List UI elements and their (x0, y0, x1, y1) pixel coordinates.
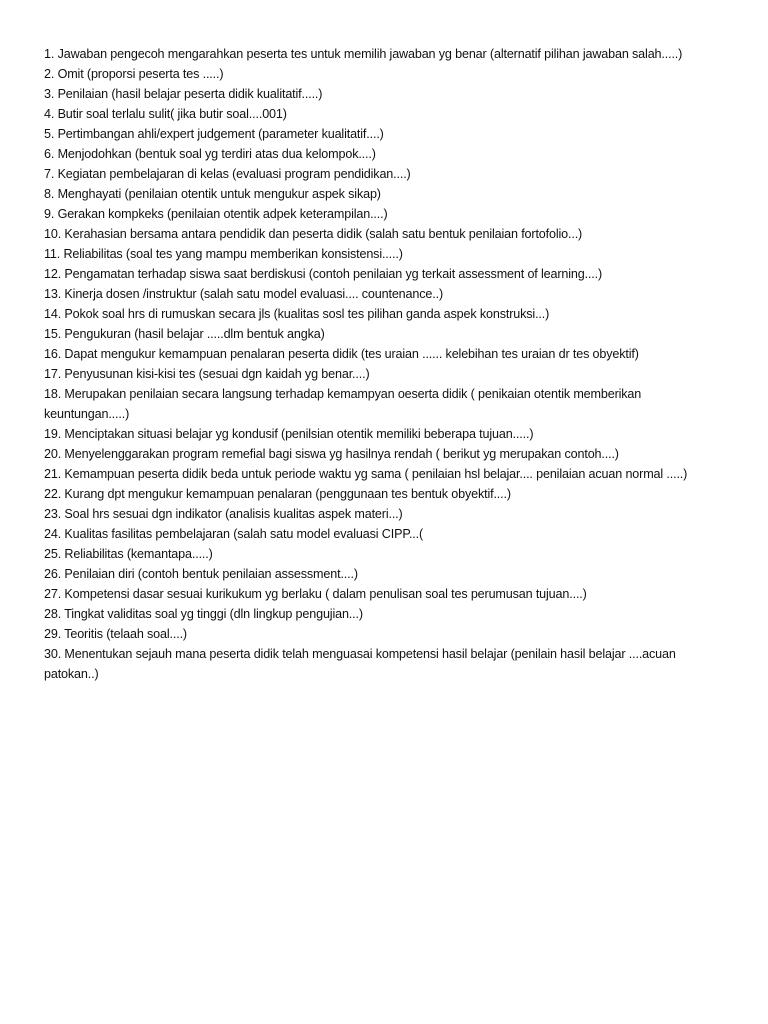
item-text: Penilaian (hasil belajar peserta didik kualitatif.....) (57, 87, 323, 101)
item-text: Menciptakan situasi belajar yg kondusif (penilsian otentik memiliki beberapa tujuan.....) (64, 427, 534, 441)
item-number: 6. (44, 147, 55, 161)
list-item (44, 144, 720, 164)
item-number: 7. (44, 167, 55, 181)
item-number: 21. (44, 467, 62, 481)
list-item (44, 344, 720, 364)
item-number: 11. (44, 247, 61, 261)
list-item (44, 124, 720, 144)
item-number: 13. (44, 287, 62, 301)
item-text: Kinerja dosen /instruktur (salah satu model evaluasi.... countenance..) (64, 287, 443, 301)
item-text: Penyusunan kisi-kisi tes (sesuai dgn kaidah yg benar....) (64, 367, 370, 381)
item-text: Menyelenggarakan program remefial bagi siswa yg hasilnya rendah ( berikut yg merupakan contoh....) (64, 447, 619, 461)
item-number: 15. (44, 327, 62, 341)
list-item (44, 504, 720, 524)
item-text: Pokok soal hrs di rumuskan secara jls (kualitas sosl tes pilihan ganda aspek konstruksi...) (64, 307, 550, 321)
item-text: Kemampuan peserta didik beda untuk periode waktu yg sama ( penilaian hsl belajar.... penilaian acuan normal .....) (64, 467, 688, 481)
item-text: Kegiatan pembelajaran di kelas (evaluasi program pendidikan....) (57, 167, 411, 181)
item-text: Gerakan kompkeks (penilaian otentik adpek keterampilan....) (57, 207, 388, 221)
item-text: Soal hrs sesuai dgn indikator (analisis kualitas aspek materi...) (64, 507, 403, 521)
item-number: 12. (44, 267, 62, 281)
list-item (44, 384, 720, 424)
item-number: 29. (44, 627, 62, 641)
item-number: 20. (44, 447, 62, 461)
item-number: 9. (44, 207, 55, 221)
list-item (44, 104, 720, 124)
item-number: 18. (44, 387, 62, 401)
answer-list (44, 44, 720, 684)
item-text: Menentukan sejauh mana peserta didik telah menguasai kompetensi hasil belajar (penilain hasil belajar ....acuan patokan..) (44, 647, 676, 681)
item-number: 14. (44, 307, 62, 321)
item-number: 30. (44, 647, 62, 661)
item-text: Pengukuran (hasil belajar .....dlm bentuk angka) (64, 327, 325, 341)
item-text: Dapat mengukur kemampuan penalaran peserta didik (tes uraian ...... kelebihan tes uraian dr tes obyektif) (64, 347, 639, 361)
list-item (44, 624, 720, 644)
item-number: 25. (44, 547, 62, 561)
list-item (44, 284, 720, 304)
list-item (44, 324, 720, 344)
list-item (44, 484, 720, 504)
item-text: Jawaban pengecoh mengarahkan peserta tes untuk memilih jawaban yg benar (alternatif pilihan jawaban salah.....) (57, 47, 683, 61)
item-text: Menghayati (penilaian otentik untuk mengukur aspek sikap) (57, 187, 381, 201)
list-item (44, 544, 720, 564)
list-item (44, 264, 720, 284)
item-text: Merupakan penilaian secara langsung terhadap kemampyan oeserta didik ( penikaian otentik memberikan keuntungan.....) (44, 387, 642, 421)
item-text: Kualitas fasilitas pembelajaran (salah satu model evaluasi CIPP...( (64, 527, 424, 541)
list-item (44, 424, 720, 444)
list-item (44, 184, 720, 204)
list-item (44, 604, 720, 624)
item-number: 27. (44, 587, 62, 601)
item-number: 10. (44, 227, 62, 241)
item-text: Pengamatan terhadap siswa saat berdiskusi (contoh penilaian yg terkait assessment of learning....) (64, 267, 603, 281)
item-text: Reliabilitas (soal tes yang mampu memberikan konsistensi.....) (63, 247, 403, 261)
item-text: Reliabilitas (kemantapa.....) (64, 547, 213, 561)
item-number: 8. (44, 187, 55, 201)
list-item (44, 364, 720, 384)
item-number: 16. (44, 347, 62, 361)
item-text: Tingkat validitas soal yg tinggi (dln lingkup pengujian...) (64, 607, 363, 621)
list-item (44, 584, 720, 604)
item-text: Kompetensi dasar sesuai kurikukum yg berlaku ( dalam penulisan soal tes perumusan tujuan....) (64, 587, 587, 601)
item-text: Omit (proporsi peserta tes .....) (57, 67, 224, 81)
item-text: Penilaian diri (contoh bentuk penilaian assessment....) (64, 567, 358, 581)
list-item (44, 44, 720, 64)
item-text: Pertimbangan ahli/expert judgement (parameter kualitatif....) (57, 127, 384, 141)
list-item (44, 224, 720, 244)
list-item (44, 304, 720, 324)
list-item (44, 64, 720, 84)
item-number: 4. (44, 107, 55, 121)
item-number: 1. (44, 47, 55, 61)
item-number: 2. (44, 67, 55, 81)
item-text: Teoritis (telaah soal....) (64, 627, 187, 641)
item-number: 26. (44, 567, 62, 581)
item-text: Butir soal terlalu sulit( jika butir soal....001) (57, 107, 287, 121)
item-number: 3. (44, 87, 55, 101)
list-item (44, 564, 720, 584)
item-number: 24. (44, 527, 62, 541)
list-item (44, 524, 720, 544)
item-text: Menjodohkan (bentuk soal yg terdiri atas dua kelompok....) (57, 147, 376, 161)
list-item (44, 84, 720, 104)
item-number: 17. (44, 367, 62, 381)
list-item (44, 464, 720, 484)
item-number: 28. (44, 607, 62, 621)
item-number: 23. (44, 507, 62, 521)
item-number: 5. (44, 127, 55, 141)
list-item (44, 164, 720, 184)
item-text: Kurang dpt mengukur kemampuan penalaran (penggunaan tes bentuk obyektif....) (64, 487, 511, 501)
list-item (44, 644, 720, 684)
item-number: 22. (44, 487, 62, 501)
list-item (44, 204, 720, 224)
list-item (44, 244, 720, 264)
item-number: 19. (44, 427, 62, 441)
item-text: Kerahasian bersama antara pendidik dan peserta didik (salah satu bentuk penilaian fortofolio...) (64, 227, 583, 241)
list-item (44, 444, 720, 464)
